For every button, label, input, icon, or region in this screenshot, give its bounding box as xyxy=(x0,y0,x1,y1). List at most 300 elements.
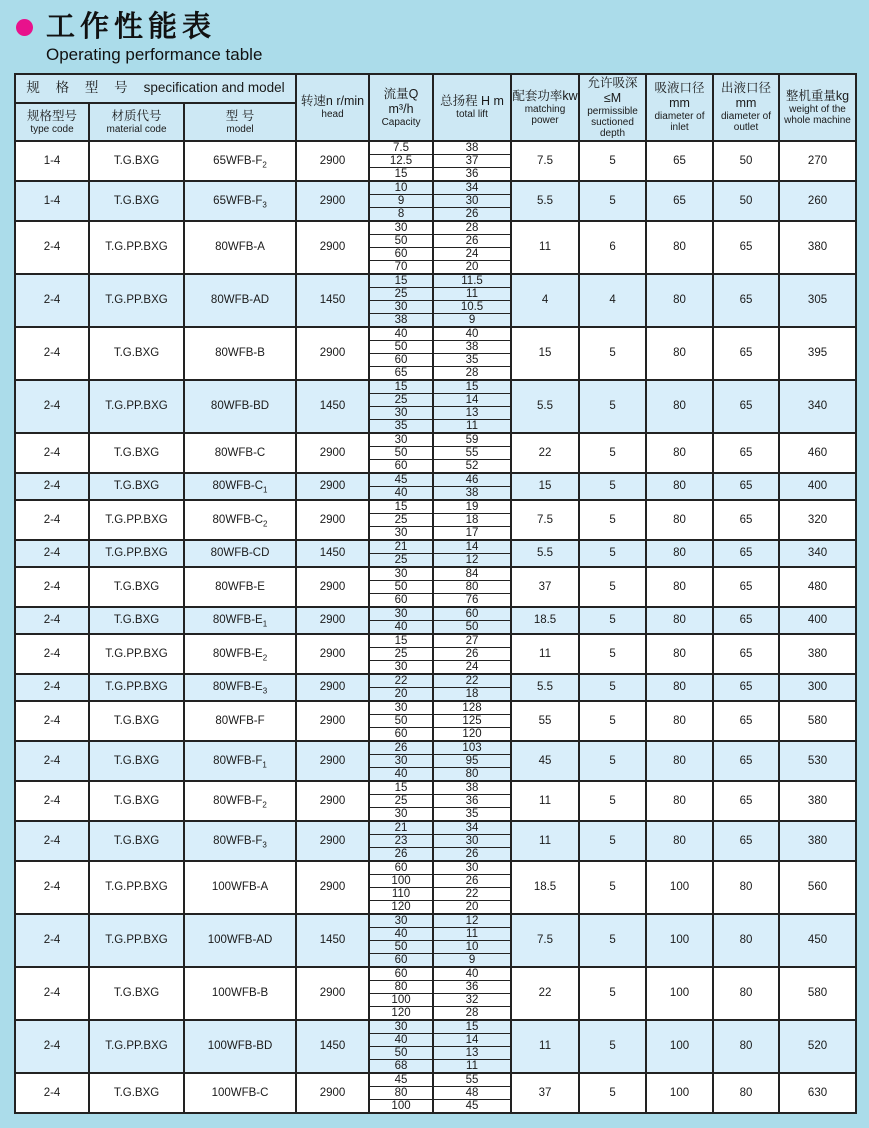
cell-inlet-diameter: 80 xyxy=(646,327,713,380)
cell-total-lift: 38 xyxy=(433,340,511,353)
table-row xyxy=(15,380,856,394)
cell-material-code: T.G.BXG xyxy=(89,967,184,1020)
cell-model: 80WFB-CD xyxy=(184,540,296,567)
cell-material-code: T.G.BXG xyxy=(89,433,184,473)
cell-capacity: 40 xyxy=(369,1033,433,1046)
cell-type-code: 2-4 xyxy=(15,567,89,607)
depth-label-en: permissible suctioned depth xyxy=(587,105,638,139)
cell-head-speed: 2900 xyxy=(296,567,369,607)
cell-total-lift: 27 xyxy=(433,634,511,648)
cell-capacity: 50 xyxy=(369,234,433,247)
cell-head-speed: 2900 xyxy=(296,821,369,861)
cell-suction-depth: 5 xyxy=(579,500,646,540)
cell-head-speed: 2900 xyxy=(296,500,369,540)
cell-head-speed: 2900 xyxy=(296,741,369,781)
cell-matching-power: 18.5 xyxy=(511,607,579,634)
cell-weight: 395 xyxy=(779,327,856,380)
cell-inlet-diameter: 65 xyxy=(646,141,713,181)
cell-capacity: 50 xyxy=(369,1046,433,1059)
cell-capacity: 15 xyxy=(369,274,433,288)
cell-model: $80WFB-F_2$ xyxy=(184,781,296,821)
cell-capacity: 60 xyxy=(369,727,433,741)
cell-total-lift: 28 xyxy=(433,221,511,235)
col-header-matching-power xyxy=(511,74,579,141)
table-row xyxy=(15,141,856,155)
power-label-zh: 配套功率kw xyxy=(512,88,578,103)
cell-material-code: T.G.PP.BXG xyxy=(89,634,184,674)
cell-inlet-diameter: 80 xyxy=(646,607,713,634)
cell-capacity: 25 xyxy=(369,647,433,660)
cell-suction-depth: 5 xyxy=(579,567,646,607)
page-title-row xyxy=(16,12,855,44)
cell-type-code: 2-4 xyxy=(15,967,89,1020)
cell-matching-power: 22 xyxy=(511,433,579,473)
cell-model: 80WFB-F xyxy=(184,701,296,741)
cell-type-code: 1-4 xyxy=(15,141,89,181)
cell-total-lift: 10.5 xyxy=(433,300,511,313)
cell-capacity: 30 xyxy=(369,807,433,821)
cell-matching-power: 4 xyxy=(511,274,579,327)
cell-material-code: T.G.PP.BXG xyxy=(89,274,184,327)
cell-total-lift: 18 xyxy=(433,513,511,526)
cell-outlet-diameter: 65 xyxy=(713,221,779,274)
cell-type-code: 2-4 xyxy=(15,914,89,967)
cell-total-lift: 36 xyxy=(433,167,511,181)
cell-outlet-diameter: 65 xyxy=(713,741,779,781)
cell-total-lift: 40 xyxy=(433,327,511,341)
cell-capacity: 40 xyxy=(369,767,433,781)
cell-type-code: 2-4 xyxy=(15,540,89,567)
cell-model: 80WFB-AD xyxy=(184,274,296,327)
cell-suction-depth: 5 xyxy=(579,473,646,500)
cell-total-lift: 103 xyxy=(433,741,511,755)
cell-outlet-diameter: 65 xyxy=(713,607,779,634)
cell-capacity: 30 xyxy=(369,567,433,581)
cell-suction-depth: 5 xyxy=(579,327,646,380)
cell-capacity: 40 xyxy=(369,927,433,940)
cell-inlet-diameter: 80 xyxy=(646,741,713,781)
cell-inlet-diameter: 100 xyxy=(646,967,713,1020)
cell-capacity: 15 xyxy=(369,781,433,795)
cell-capacity: 50 xyxy=(369,340,433,353)
cell-material-code: T.G.BXG xyxy=(89,607,184,634)
cell-type-code: 2-4 xyxy=(15,607,89,634)
cell-total-lift: 15 xyxy=(433,380,511,394)
cell-suction-depth: 5 xyxy=(579,914,646,967)
cell-head-speed: 1450 xyxy=(296,274,369,327)
cell-matching-power: 5.5 xyxy=(511,540,579,567)
cell-capacity: 30 xyxy=(369,607,433,621)
cell-total-lift: 26 xyxy=(433,234,511,247)
cell-weight: 480 xyxy=(779,567,856,607)
cell-total-lift: 59 xyxy=(433,433,511,447)
cell-suction-depth: 5 xyxy=(579,967,646,1020)
cell-total-lift: 50 xyxy=(433,620,511,634)
cell-total-lift: 14 xyxy=(433,540,511,554)
cell-inlet-diameter: 65 xyxy=(646,181,713,221)
cell-outlet-diameter: 80 xyxy=(713,861,779,914)
table-row xyxy=(15,821,856,835)
cell-material-code: T.G.PP.BXG xyxy=(89,380,184,433)
cell-head-speed: 2900 xyxy=(296,781,369,821)
model-label-en: model xyxy=(226,123,254,135)
cell-capacity: 22 xyxy=(369,674,433,688)
cell-head-speed: 1450 xyxy=(296,380,369,433)
cell-suction-depth: 5 xyxy=(579,540,646,567)
cell-capacity: 30 xyxy=(369,701,433,715)
cell-matching-power: 11 xyxy=(511,1020,579,1073)
cell-model: 80WFB-B xyxy=(184,327,296,380)
model-subscript: 1 xyxy=(263,485,268,495)
cell-model: 100WFB-BD xyxy=(184,1020,296,1073)
cell-outlet-diameter: 65 xyxy=(713,701,779,741)
cell-total-lift: 9 xyxy=(433,313,511,327)
cell-suction-depth: 5 xyxy=(579,701,646,741)
table-row xyxy=(15,1020,856,1034)
cell-capacity: 15 xyxy=(369,167,433,181)
cell-total-lift: 13 xyxy=(433,406,511,419)
cell-matching-power: 5.5 xyxy=(511,181,579,221)
cell-capacity: 40 xyxy=(369,620,433,634)
type-code-label-zh: 规格型号 xyxy=(26,108,77,123)
cell-material-code: T.G.BXG xyxy=(89,327,184,380)
page-title: 工作性能表 xyxy=(46,11,217,43)
outlet-label-en: diameter of outlet xyxy=(721,111,772,134)
col-header-weight xyxy=(779,74,856,141)
cell-type-code: 2-4 xyxy=(15,741,89,781)
cell-model: $80WFB-E_3$ xyxy=(184,674,296,701)
cell-model: 80WFB-A xyxy=(184,221,296,274)
cell-suction-depth: 5 xyxy=(579,607,646,634)
cell-capacity: 100 xyxy=(369,993,433,1006)
cell-material-code: T.G.BXG xyxy=(89,567,184,607)
depth-label-zh: 允许吸深≤M xyxy=(587,75,638,105)
cell-total-lift: 45 xyxy=(433,1099,511,1113)
model-subscript: 1 xyxy=(262,760,267,770)
table-row xyxy=(15,567,856,581)
cell-inlet-diameter: 80 xyxy=(646,433,713,473)
cell-suction-depth: 5 xyxy=(579,433,646,473)
cell-inlet-diameter: 80 xyxy=(646,274,713,327)
cell-model: $80WFB-F_3$ xyxy=(184,821,296,861)
cell-total-lift: 48 xyxy=(433,1086,511,1099)
cell-matching-power: 11 xyxy=(511,781,579,821)
cell-suction-depth: 5 xyxy=(579,821,646,861)
col-header-total-lift xyxy=(433,74,511,141)
cell-material-code: T.G.PP.BXG xyxy=(89,674,184,701)
outlet-label-zh: 出液口径mm xyxy=(721,81,772,111)
table-row xyxy=(15,274,856,288)
cell-inlet-diameter: 80 xyxy=(646,540,713,567)
cell-suction-depth: 4 xyxy=(579,274,646,327)
cell-capacity: 100 xyxy=(369,874,433,887)
cell-head-speed: 2900 xyxy=(296,701,369,741)
cell-model: $65WFB-F_3$ xyxy=(184,181,296,221)
cell-type-code: 2-4 xyxy=(15,861,89,914)
cell-total-lift: 30 xyxy=(433,194,511,207)
cell-outlet-diameter: 65 xyxy=(713,781,779,821)
cell-capacity: 80 xyxy=(369,980,433,993)
cell-capacity: 68 xyxy=(369,1059,433,1073)
cell-total-lift: 20 xyxy=(433,260,511,274)
cell-type-code: 2-4 xyxy=(15,500,89,540)
cell-total-lift: 40 xyxy=(433,967,511,981)
table-row xyxy=(15,473,856,487)
cell-material-code: T.G.BXG xyxy=(89,701,184,741)
cell-capacity: 30 xyxy=(369,914,433,928)
cell-head-speed: 2900 xyxy=(296,607,369,634)
cell-capacity: 7.5 xyxy=(369,141,433,155)
cell-total-lift: 38 xyxy=(433,141,511,155)
cell-weight: 460 xyxy=(779,433,856,473)
col-header-model xyxy=(184,103,296,141)
table-row xyxy=(15,741,856,755)
material-code-label-en: material code xyxy=(106,123,167,135)
cell-total-lift: 19 xyxy=(433,500,511,514)
cell-head-speed: 2900 xyxy=(296,181,369,221)
cell-model: $65WFB-F_2$ xyxy=(184,141,296,181)
cell-material-code: T.G.PP.BXG xyxy=(89,914,184,967)
capacity-label-zh: 流量Q m³/h xyxy=(383,86,419,116)
cell-material-code: T.G.PP.BXG xyxy=(89,1020,184,1073)
cell-total-lift: 15 xyxy=(433,1020,511,1034)
cell-total-lift: 10 xyxy=(433,940,511,953)
cell-model: 100WFB-AD xyxy=(184,914,296,967)
cell-matching-power: 15 xyxy=(511,473,579,500)
cell-outlet-diameter: 65 xyxy=(713,567,779,607)
cell-total-lift: 26 xyxy=(433,874,511,887)
cell-outlet-diameter: 80 xyxy=(713,967,779,1020)
inlet-label-en: diameter of inlet xyxy=(654,111,705,134)
cell-type-code: 2-4 xyxy=(15,821,89,861)
table-row xyxy=(15,1073,856,1087)
cell-weight: 260 xyxy=(779,181,856,221)
table-row xyxy=(15,861,856,875)
cell-weight: 380 xyxy=(779,221,856,274)
cell-capacity: 60 xyxy=(369,247,433,260)
col-header-material-code xyxy=(89,103,184,141)
cell-material-code: T.G.PP.BXG xyxy=(89,500,184,540)
model-subscript: 2 xyxy=(263,519,268,529)
cell-material-code: T.G.BXG xyxy=(89,141,184,181)
cell-capacity: 60 xyxy=(369,861,433,875)
cell-total-lift: 46 xyxy=(433,473,511,487)
cell-head-speed: 2900 xyxy=(296,433,369,473)
cell-material-code: T.G.BXG xyxy=(89,741,184,781)
cell-capacity: 30 xyxy=(369,1020,433,1034)
cell-capacity: 26 xyxy=(369,741,433,755)
cell-weight: 380 xyxy=(779,821,856,861)
cell-model: $80WFB-C_2$ xyxy=(184,500,296,540)
cell-total-lift: 26 xyxy=(433,847,511,861)
cell-inlet-diameter: 80 xyxy=(646,221,713,274)
cell-total-lift: 37 xyxy=(433,154,511,167)
inlet-label-zh: 吸液口径mm xyxy=(654,81,705,111)
table-row xyxy=(15,914,856,928)
cell-model: 80WFB-E xyxy=(184,567,296,607)
cell-matching-power: 22 xyxy=(511,967,579,1020)
spec-group-label-zh: 规 格 型 号 xyxy=(26,80,134,96)
cell-matching-power: 15 xyxy=(511,327,579,380)
table-row xyxy=(15,327,856,341)
model-subscript: 3 xyxy=(262,686,268,696)
cell-capacity: 30 xyxy=(369,754,433,767)
cell-inlet-diameter: 100 xyxy=(646,914,713,967)
cell-head-speed: 2900 xyxy=(296,861,369,914)
cell-total-lift: 55 xyxy=(433,1073,511,1087)
cell-total-lift: 11.5 xyxy=(433,274,511,288)
cell-weight: 340 xyxy=(779,540,856,567)
cell-capacity: 23 xyxy=(369,834,433,847)
cell-capacity: 110 xyxy=(369,887,433,900)
cell-capacity: 26 xyxy=(369,847,433,861)
cell-capacity: 60 xyxy=(369,967,433,981)
cell-type-code: 2-4 xyxy=(15,701,89,741)
table-row xyxy=(15,634,856,648)
cell-total-lift: 20 xyxy=(433,900,511,914)
table-row xyxy=(15,540,856,554)
cell-head-speed: 2900 xyxy=(296,674,369,701)
cell-inlet-diameter: 80 xyxy=(646,473,713,500)
cell-head-speed: 2900 xyxy=(296,327,369,380)
cell-type-code: 2-4 xyxy=(15,634,89,674)
cell-model: $80WFB-F_1$ xyxy=(184,741,296,781)
model-subscript: 1 xyxy=(262,619,268,629)
cell-outlet-diameter: 65 xyxy=(713,634,779,674)
cell-material-code: T.G.PP.BXG xyxy=(89,221,184,274)
cell-capacity: 30 xyxy=(369,300,433,313)
cell-suction-depth: 5 xyxy=(579,380,646,433)
cell-total-lift: 76 xyxy=(433,593,511,607)
cell-total-lift: 12 xyxy=(433,553,511,567)
cell-capacity: 15 xyxy=(369,500,433,514)
cell-inlet-diameter: 80 xyxy=(646,674,713,701)
capacity-label-en: Capacity xyxy=(381,116,421,128)
cell-total-lift: 80 xyxy=(433,767,511,781)
cell-total-lift: 80 xyxy=(433,580,511,593)
cell-weight: 380 xyxy=(779,634,856,674)
model-subscript: 2 xyxy=(262,800,267,810)
table-header xyxy=(15,74,856,141)
cell-capacity: 80 xyxy=(369,1086,433,1099)
speed-label-zh: 转速n r/min xyxy=(300,94,365,109)
col-header-speed xyxy=(296,74,369,141)
cell-total-lift: 52 xyxy=(433,459,511,473)
table-row xyxy=(15,607,856,621)
cell-suction-depth: 5 xyxy=(579,141,646,181)
cell-capacity: 120 xyxy=(369,900,433,914)
power-label-en: matching power xyxy=(524,103,566,126)
cell-matching-power: 5.5 xyxy=(511,380,579,433)
cell-matching-power: 11 xyxy=(511,821,579,861)
speed-label-en: head xyxy=(321,109,344,121)
spec-group-label-en: specification and model xyxy=(143,80,285,96)
table-row xyxy=(15,674,856,688)
cell-total-lift: 11 xyxy=(433,419,511,433)
cell-capacity: 38 xyxy=(369,313,433,327)
cell-capacity: 45 xyxy=(369,1073,433,1087)
cell-capacity: 30 xyxy=(369,433,433,447)
cell-capacity: 40 xyxy=(369,486,433,500)
cell-head-speed: 2900 xyxy=(296,141,369,181)
cell-material-code: T.G.BXG xyxy=(89,181,184,221)
cell-total-lift: 128 xyxy=(433,701,511,715)
page-subtitle: Operating performance table xyxy=(46,44,263,64)
cell-outlet-diameter: 65 xyxy=(713,674,779,701)
model-subscript: 2 xyxy=(262,653,268,663)
cell-model: 100WFB-A xyxy=(184,861,296,914)
cell-capacity: 25 xyxy=(369,287,433,300)
cell-capacity: 30 xyxy=(369,221,433,235)
cell-capacity: 60 xyxy=(369,459,433,473)
cell-total-lift: 24 xyxy=(433,660,511,674)
weight-label-en: weight of the whole machine xyxy=(784,103,851,126)
cell-capacity: 10 xyxy=(369,181,433,195)
cell-weight: 400 xyxy=(779,607,856,634)
cell-total-lift: 30 xyxy=(433,861,511,875)
cell-outlet-diameter: 65 xyxy=(713,274,779,327)
cell-total-lift: 11 xyxy=(433,287,511,300)
table-row xyxy=(15,701,856,715)
cell-total-lift: 9 xyxy=(433,953,511,967)
cell-type-code: 2-4 xyxy=(15,221,89,274)
cell-inlet-diameter: 80 xyxy=(646,567,713,607)
cell-capacity: 15 xyxy=(369,380,433,394)
cell-matching-power: 18.5 xyxy=(511,861,579,914)
table-row xyxy=(15,781,856,795)
bullet-dot-icon xyxy=(16,19,33,36)
cell-inlet-diameter: 80 xyxy=(646,701,713,741)
cell-total-lift: 14 xyxy=(433,393,511,406)
cell-capacity: 100 xyxy=(369,1099,433,1113)
cell-matching-power: 55 xyxy=(511,701,579,741)
cell-total-lift: 13 xyxy=(433,1046,511,1059)
cell-head-speed: 1450 xyxy=(296,1020,369,1073)
cell-matching-power: 37 xyxy=(511,1073,579,1113)
cell-suction-depth: 5 xyxy=(579,1020,646,1073)
cell-inlet-diameter: 80 xyxy=(646,380,713,433)
cell-type-code: 2-4 xyxy=(15,433,89,473)
cell-type-code: 2-4 xyxy=(15,274,89,327)
cell-capacity: 30 xyxy=(369,406,433,419)
col-header-spec-group xyxy=(15,74,296,103)
cell-capacity: 21 xyxy=(369,821,433,835)
cell-suction-depth: 5 xyxy=(579,861,646,914)
cell-inlet-diameter: 80 xyxy=(646,500,713,540)
cell-weight: 340 xyxy=(779,380,856,433)
col-header-outlet-diameter xyxy=(713,74,779,141)
cell-weight: 580 xyxy=(779,701,856,741)
cell-total-lift: 28 xyxy=(433,366,511,380)
cell-capacity: 60 xyxy=(369,353,433,366)
performance-table-body xyxy=(15,141,856,1113)
cell-weight: 530 xyxy=(779,741,856,781)
cell-total-lift: 36 xyxy=(433,794,511,807)
cell-capacity: 120 xyxy=(369,1006,433,1020)
cell-total-lift: 22 xyxy=(433,887,511,900)
material-code-label-zh: 材质代号 xyxy=(111,108,162,123)
cell-total-lift: 12 xyxy=(433,914,511,928)
cell-inlet-diameter: 100 xyxy=(646,1073,713,1113)
cell-total-lift: 22 xyxy=(433,674,511,688)
cell-weight: 400 xyxy=(779,473,856,500)
cell-matching-power: 7.5 xyxy=(511,500,579,540)
cell-capacity: 45 xyxy=(369,473,433,487)
cell-capacity: 21 xyxy=(369,540,433,554)
cell-matching-power: 11 xyxy=(511,221,579,274)
cell-matching-power: 37 xyxy=(511,567,579,607)
cell-total-lift: 34 xyxy=(433,181,511,195)
